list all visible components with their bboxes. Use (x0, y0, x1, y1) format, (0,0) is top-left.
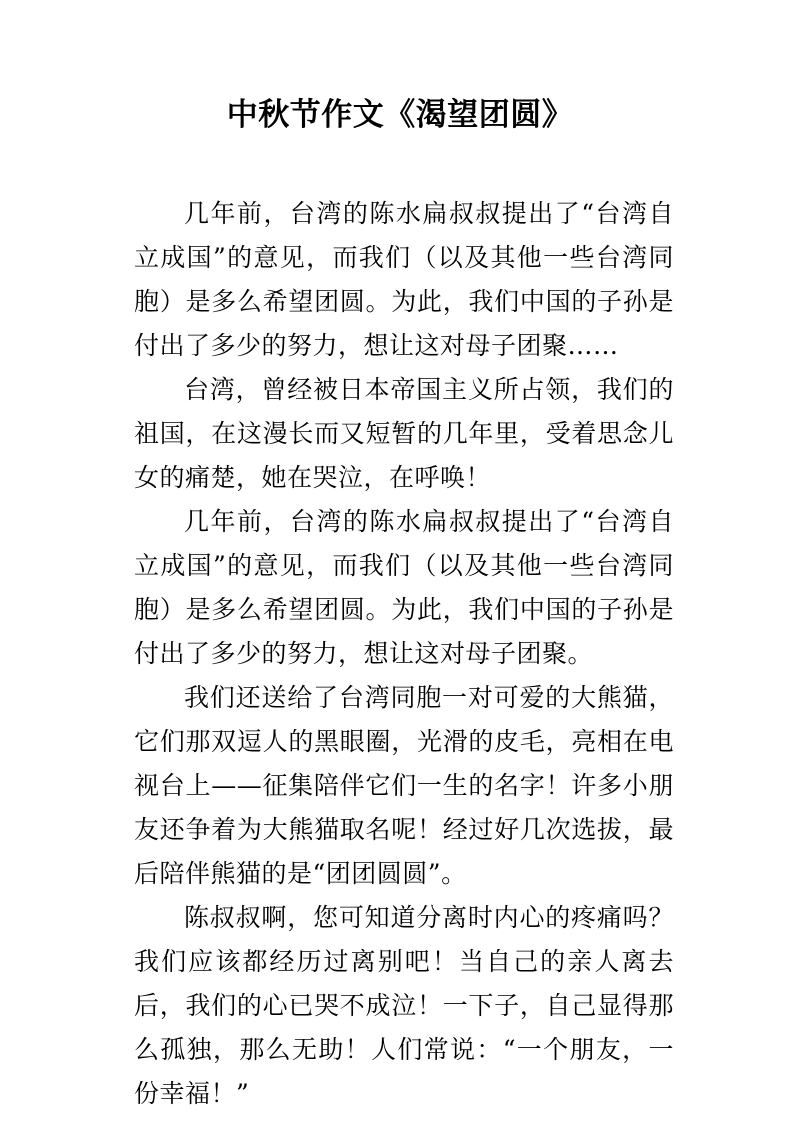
paragraph-1: 几年前，台湾的陈水扁叔叔提出了“台湾自立成国”的意见，而我们（以及其他一些台湾同胞）是多么希望团圆。为此，我们中国的子孙是付出了多少的努力，想让这对母子团聚…… (134, 199, 674, 360)
paragraph-5: 陈叔叔啊，您可知道分离时内心的疼痛吗？我们应该都经历过离别吧！当自己的亲人离去后，我们的心已哭不成泣！一下子，自己显得那么孤独，那么无助！人们常说：“一个朋友，一份幸福！” (134, 903, 674, 1108)
paragraph-3: 几年前，台湾的陈水扁叔叔提出了“台湾自立成国”的意见，而我们（以及其他一些台湾同胞）是多么希望团圆。为此，我们中国的子孙是付出了多少的努力，想让这对母子团聚。 (134, 507, 674, 668)
paragraph-2: 台湾，曾经被日本帝国主义所占领，我们的祖国，在这漫长而又短暂的几年里，受着思念儿女的痛楚，她在哭泣，在呼唤！ (134, 375, 674, 492)
paragraph-4: 我们还送给了台湾同胞一对可爱的大熊猫，它们那双逗人的黑眼圈，光滑的皮毛，亮相在电视台上——征集陪伴它们一生的名字！许多小朋友还争着为大熊猫取名呢！经过好几次选拔，最后陪伴熊猫的是“团团圆圆”。 (134, 683, 674, 888)
document-body (134, 192, 674, 1116)
document-title: 中秋节作文《渴望团圆》 (226, 97, 574, 133)
